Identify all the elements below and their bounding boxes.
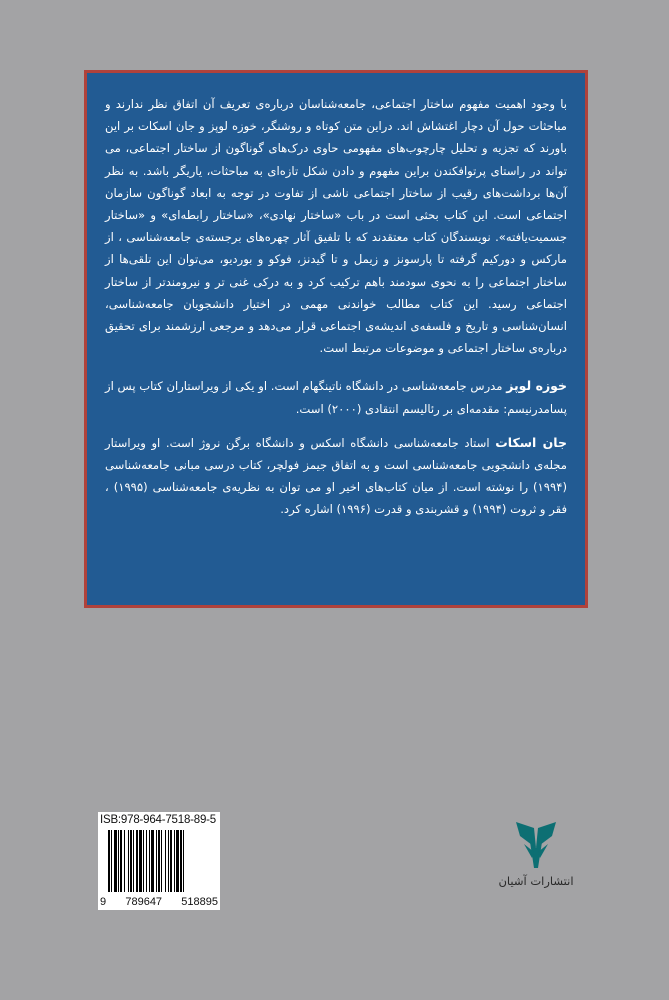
author1-name: خوزه لوپز [506,378,567,394]
barcode-number [100,896,218,908]
author2-bio [105,432,567,521]
publisher-name: انتشارات آشیان [498,874,574,888]
author2-name: جان اسکات [495,434,567,450]
barcode-lead-digit: 9 [100,896,107,908]
barcode-right-digits: 518895 [181,896,218,908]
author1-bio-text: مدرس جامعه‌شناسی در دانشگاه ناتینگهام است. او یکی از ویراستاران کتاب پس از پسامدرنیسم: مقدمه‌ای بر رئالیسم انتقادی (۲۰۰۰) است. [105,379,567,416]
author1-bio [105,375,567,419]
isbn-label: ISB:978-964-7518-89-5 [100,814,216,826]
isbn-barcode-box [98,812,220,910]
publisher-logo-icon [510,818,562,872]
barcode-left-digits: 789647 [125,896,163,908]
barcode-icon [106,830,216,892]
book-description: با وجود اهمیت مفهوم ساختار اجتماعی، جامعه‌شناسان درباره‌ی تعریف آن اتفاق نظر ندارند و مباحثات حول آن دچار اغتشاش اند. دراین متن کوتاه و روشنگر، خوزه لوپز و جان اسکات بر این باورند که تجزیه و تحلیل چارچوب‌های مفهومی حاوی درک‌های گوناگون از ساختار اجتماعی، می تواند در راستای پرتوافکندن براین مفهوم و دادن شکل تازه‌ای به مباحثات، یاریگر باشد. به نظر آن‌ها برداشت‌های رقیب از ساختار اجتماعی ناشی از تفاوت در توجه به ابعاد گوناگون سازمان اجتماعی است. این کتاب بحثی است در باب «ساختار نهادی»، «ساختار رابطه‌ای» و «ساختار جسمیت‌یافته». نویسندگان کتاب معتقدند که با تلفیق آثار چهره‌های برجسته‌ی جامعه‌شناسی ، از مارکس و دورکیم گرفته تا پارسونز و زیمل و تا گیدنز، فوکو و بوردیو، می‌توان این تلقی‌ها از ساختار اجتماعی را به نحوی سودمند باهم ترکیب کرد و به درکی غنی تر و نیرومندتر از ساختار اجتماعی رسید. این کتاب مطالب خواندنی مهمی در اختیار دانشجویان جامعه‌شناسی، انسان‌شناسی و تاریخ و فلسفه‌ی اندیشه‌ی اجتماعی قرار می‌دهد و مرجعی ارزشمند برای تحقیق درباره‌ی ساختار اجتماعی و موضوعات مرتبط است. [105,97,567,356]
author2-bio-text: استاد جامعه‌شناسی دانشگاه اسکس و دانشگاه برگن نروژ است. او ویراستار مجله‌ی دانشجویی جامعه‌شناسی است و به اتفاق جیمز فولچر، کتاب درسی مبانی جامعه‌شناسی (۱۹۹۴) را نوشته است. از میان کتاب‌های اخیر او می توان به نظریه‌ی جامعه‌شناسی (۱۹۹۵) ، فقر و ثروت (۱۹۹۴) و قشربندی و قدرت (۱۹۹۶) اشاره کرد. [105,435,567,517]
description-panel [84,70,588,608]
